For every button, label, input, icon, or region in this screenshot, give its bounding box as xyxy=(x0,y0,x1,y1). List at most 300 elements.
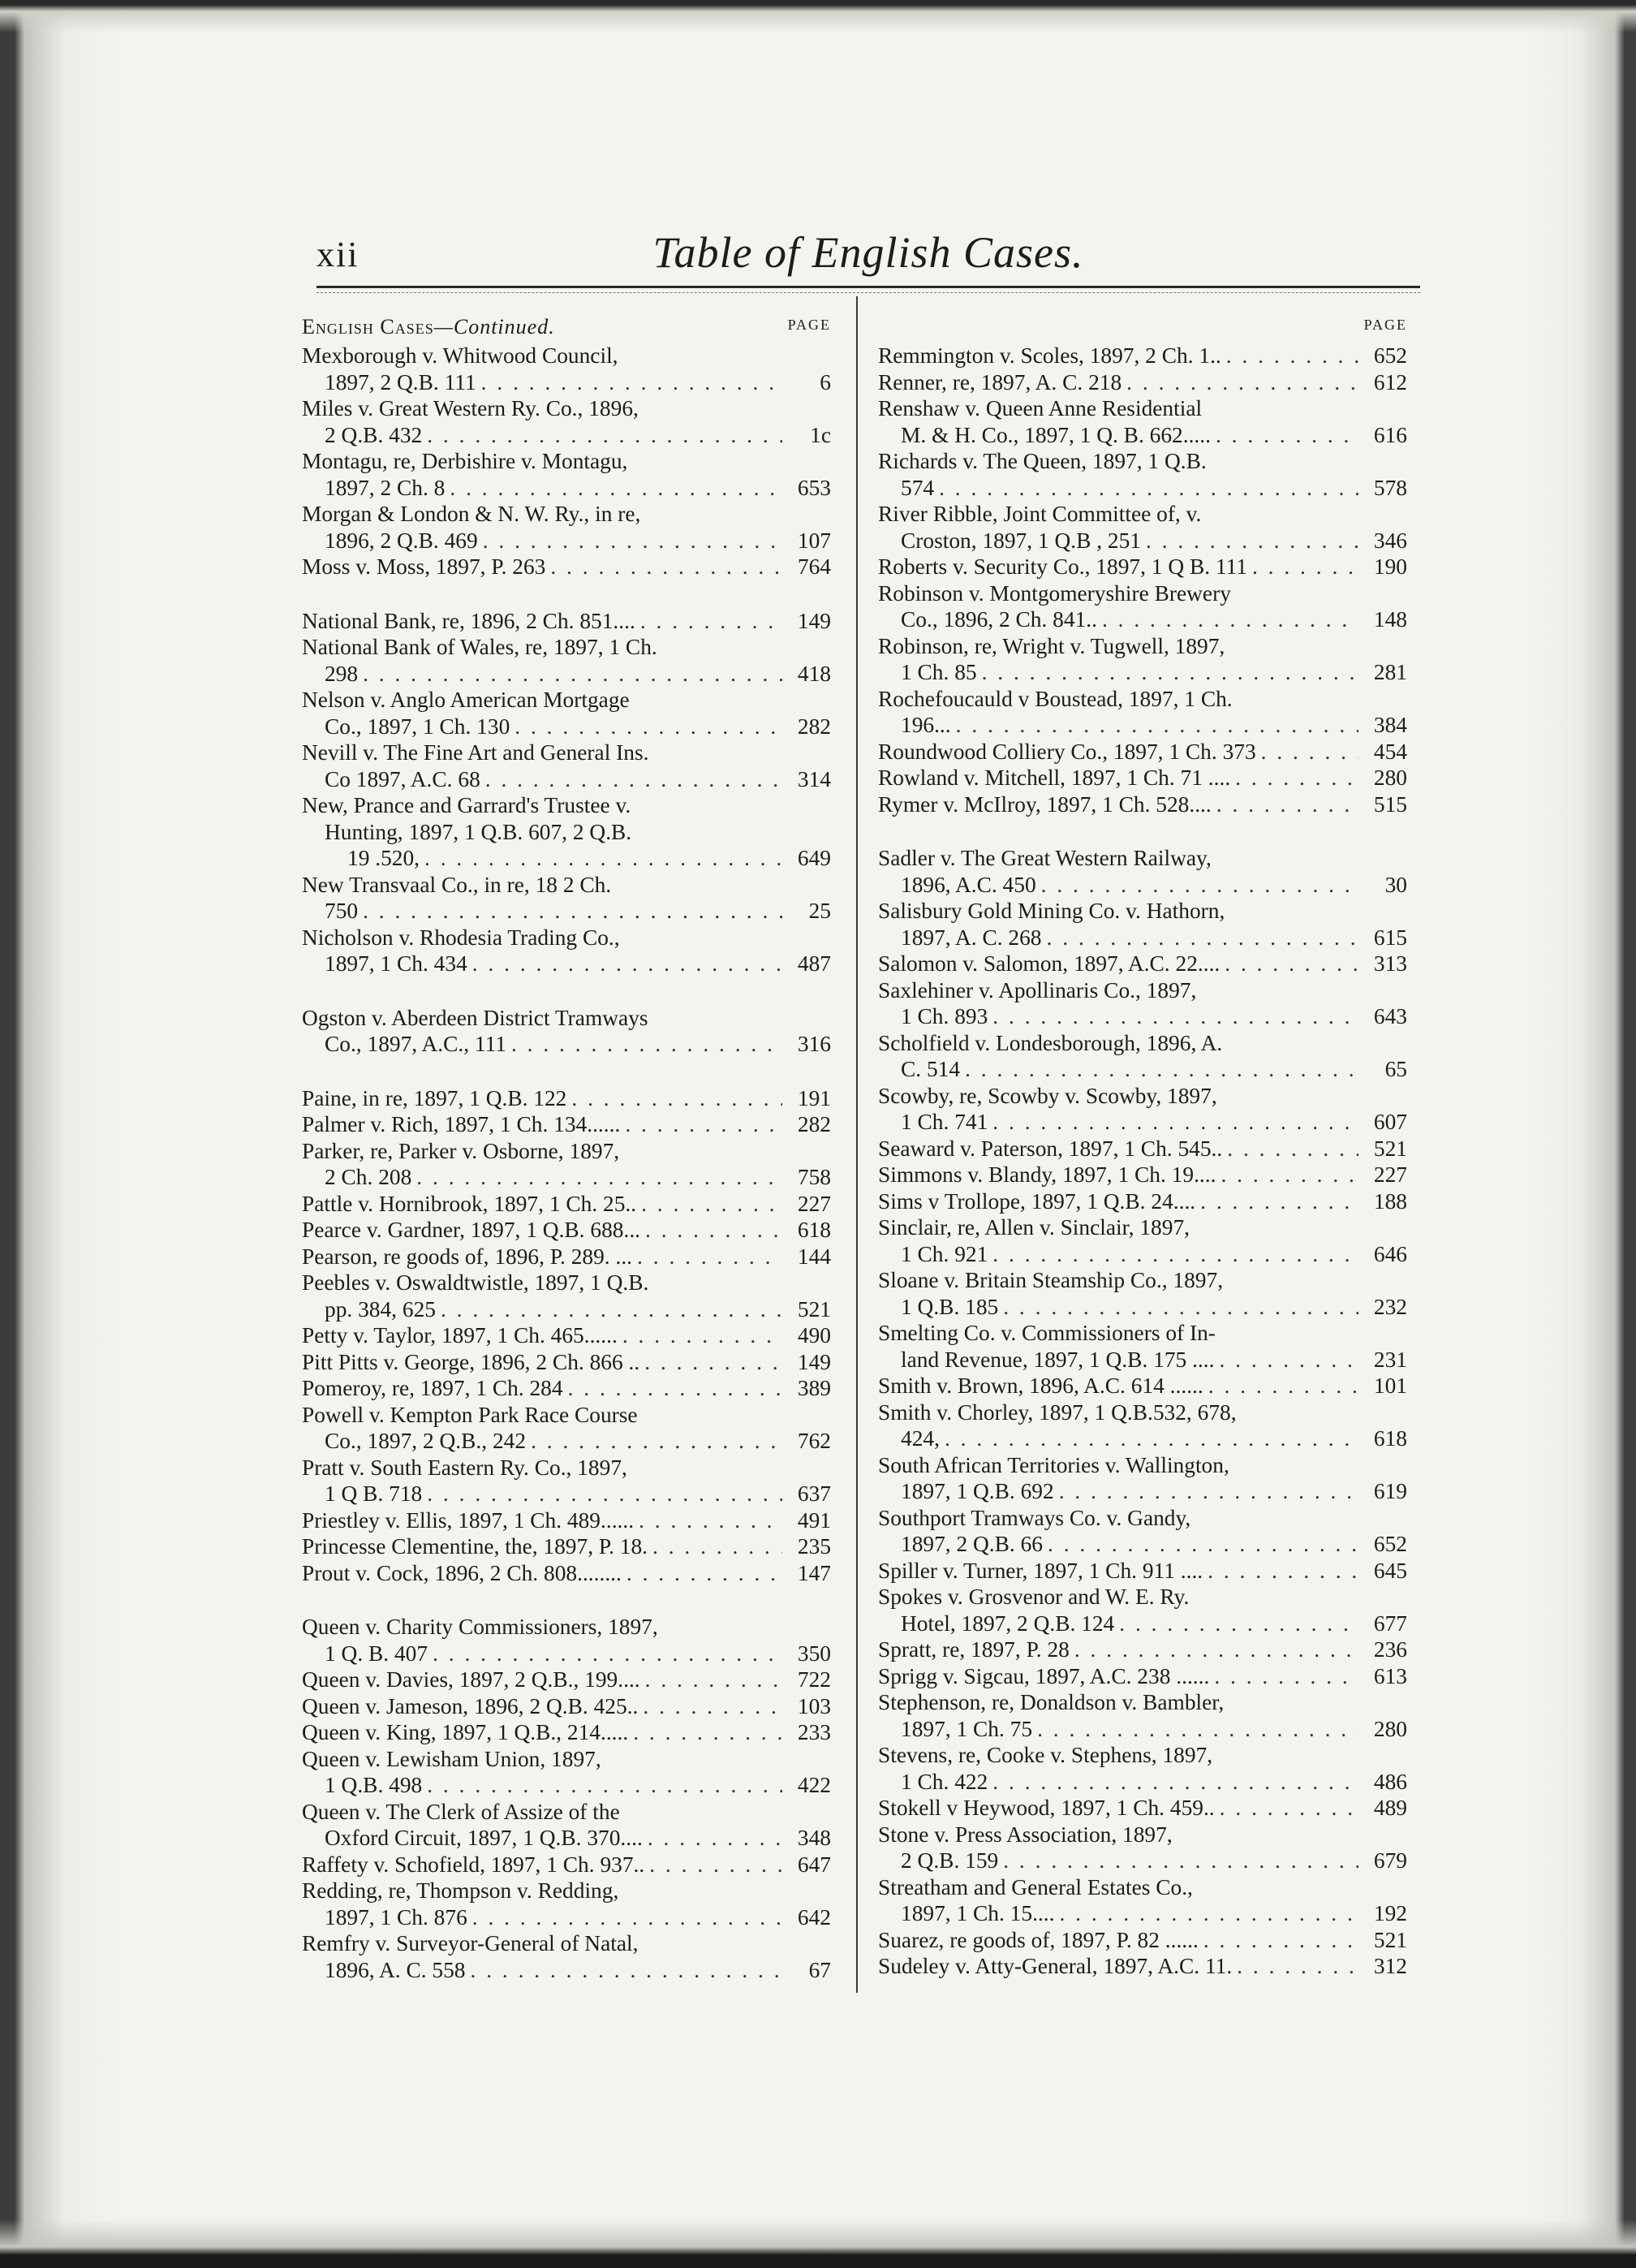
case-page-number: 6 xyxy=(820,369,831,395)
case-entry-line xyxy=(878,1795,1407,1822)
case-entry-line xyxy=(878,1689,1407,1716)
leader-dots xyxy=(644,1349,782,1376)
case-entry-line xyxy=(878,501,1407,528)
case-entry xyxy=(878,1663,1407,1690)
leader-dots xyxy=(1047,925,1359,951)
case-entry-line xyxy=(302,1138,831,1165)
leader-dots xyxy=(1048,1531,1358,1558)
case-page-number: 312 xyxy=(1373,1954,1407,1978)
case-page-number: 236 xyxy=(1373,1637,1407,1662)
case-entry xyxy=(302,1217,831,1244)
case-entry-line xyxy=(302,422,831,449)
case-entry-line xyxy=(878,925,1407,951)
case-entry-line xyxy=(302,819,831,846)
case-page-number: 642 xyxy=(797,1904,831,1930)
case-entry xyxy=(878,1399,1407,1452)
leader-dots xyxy=(472,1904,782,1931)
case-entry-line xyxy=(302,1641,831,1667)
leader-dots xyxy=(1208,1558,1358,1585)
case-citation-text: Spokes v. Grosvenor and W. E. Ry. xyxy=(878,1585,1190,1609)
leader-dots xyxy=(633,1719,782,1746)
case-page-number: 486 xyxy=(1373,1769,1407,1794)
case-entry-line xyxy=(878,1900,1407,1927)
leader-dots xyxy=(472,951,782,977)
leader-dots xyxy=(1146,528,1358,554)
case-citation-text: Renshaw v. Queen Anne Residential xyxy=(878,396,1203,420)
case-citation-text: M. & H. Co., 1897, 1 Q. B. 662..... xyxy=(901,422,1211,447)
page-column-label: PAGE xyxy=(1363,317,1407,333)
case-page-number: 643 xyxy=(1373,1004,1407,1028)
case-page-number: 148 xyxy=(1373,607,1407,632)
case-citation-text: Hunting, 1897, 1 Q.B. 607, 2 Q.B. xyxy=(325,819,632,844)
case-entry-line xyxy=(302,951,831,977)
leader-dots xyxy=(982,659,1358,686)
case-entry-line xyxy=(302,1667,831,1693)
case-citation-text: Pratt v. South Eastern Ry. Co., 1897, xyxy=(302,1455,627,1480)
case-entry xyxy=(302,501,831,554)
case-entry xyxy=(302,448,831,501)
case-entry xyxy=(302,1005,831,1058)
scan-edge-left xyxy=(0,0,122,2268)
case-citation-text: Smelting Co. v. Commissioners of In- xyxy=(878,1321,1216,1345)
case-page-number: 489 xyxy=(1373,1796,1407,1820)
case-citation-text: Smith v. Chorley, 1897, 1 Q.B.532, 678, xyxy=(878,1399,1237,1425)
case-entry-line xyxy=(878,1241,1407,1268)
case-citation-text: 574 xyxy=(901,475,935,500)
case-entry-line xyxy=(302,1085,831,1112)
case-page-number: 1c xyxy=(810,422,831,447)
case-citation-text: Co., 1897, 2 Q.B., 242 xyxy=(325,1429,527,1453)
case-entry-line xyxy=(302,766,831,793)
case-entry-line xyxy=(302,792,831,819)
case-page-number: 613 xyxy=(1373,1663,1407,1688)
case-page-number: 227 xyxy=(1373,1162,1407,1187)
case-entry-line xyxy=(302,1825,831,1852)
case-page-number: 612 xyxy=(1373,369,1407,395)
case-entry-line xyxy=(302,1217,831,1244)
case-entry xyxy=(302,1533,831,1560)
case-entry-line xyxy=(302,475,831,502)
case-citation-text: Scholfield v. Londesborough, 1896, A. xyxy=(878,1030,1223,1055)
case-entry-line xyxy=(878,872,1407,899)
case-citation-text: Scowby, re, Scowby v. Scowby, 1897, xyxy=(878,1083,1217,1108)
case-entry-line xyxy=(878,1769,1407,1796)
case-entry xyxy=(878,501,1407,554)
case-citation-text: Stevens, re, Cooke v. Stephens, 1897, xyxy=(878,1743,1213,1767)
case-entry xyxy=(878,1874,1407,1927)
case-entry xyxy=(878,1267,1407,1320)
case-page-number: 30 xyxy=(1384,872,1407,897)
case-entry xyxy=(878,1320,1407,1373)
page-title: Table of English Cases. xyxy=(652,228,1084,277)
case-citation-text: Suarez, re goods of, 1897, P. 82 ...... xyxy=(878,1927,1199,1952)
case-entry-line xyxy=(878,1056,1407,1083)
case-citation-text: Mexborough v. Whitwood Council, xyxy=(302,343,618,368)
case-entry xyxy=(878,1373,1407,1399)
case-page-number: 653 xyxy=(797,475,831,500)
leader-dots xyxy=(1208,1373,1358,1399)
case-entry xyxy=(302,687,831,739)
leader-dots xyxy=(992,1109,1358,1136)
case-citation-text: River Ribble, Joint Committee of, v. xyxy=(878,502,1202,526)
case-entry-line xyxy=(878,633,1407,660)
case-citation-text: Co 1897, A.C. 68 xyxy=(325,766,480,791)
case-citation-text: land Revenue, 1897, 1 Q.B. 175 .... xyxy=(901,1347,1215,1372)
case-entry xyxy=(878,1214,1407,1267)
case-entry-line xyxy=(302,634,831,661)
header-rule xyxy=(316,286,1420,288)
case-citation-text: Pitt Pitts v. George, 1896, 2 Ch. 866 .. xyxy=(302,1349,640,1374)
case-citation-text: Remmington v. Scoles, 1897, 2 Ch. 1.. xyxy=(878,343,1221,368)
case-citation-text: 1897, 1 Ch. 15.... xyxy=(901,1901,1055,1925)
case-citation-text: 1 Ch. 741 xyxy=(901,1110,988,1134)
leader-dots xyxy=(363,661,782,688)
case-entry-line xyxy=(878,343,1407,369)
case-entry-line xyxy=(878,1610,1407,1637)
leader-dots xyxy=(1216,422,1358,449)
case-entry xyxy=(878,448,1407,501)
case-entry xyxy=(878,343,1407,369)
case-page-number: 389 xyxy=(797,1376,831,1400)
case-entry-line xyxy=(302,1244,831,1270)
case-citation-text: 2 Ch. 208 xyxy=(325,1165,412,1189)
case-citation-text: Rymer v. McIlroy, 1897, 1 Ch. 528.... xyxy=(878,791,1212,817)
case-entry-line xyxy=(878,1294,1407,1321)
case-entry-line xyxy=(302,1270,831,1296)
case-page-number: 346 xyxy=(1373,528,1407,553)
case-page-number: 232 xyxy=(1373,1294,1407,1319)
left-column-heading xyxy=(302,315,831,339)
leader-dots xyxy=(427,1481,782,1507)
case-citation-text: Renner, re, 1897, A. C. 218 xyxy=(878,369,1122,395)
leader-dots xyxy=(433,1641,782,1667)
case-entry-line xyxy=(302,343,831,369)
case-entry-line xyxy=(878,898,1407,925)
case-citation-text: Spiller v. Turner, 1897, 1 Ch. 911 .... xyxy=(878,1558,1203,1583)
case-citation-text: pp. 384, 625 xyxy=(325,1296,436,1322)
case-entry-line xyxy=(878,1742,1407,1769)
case-entry-line xyxy=(302,1428,831,1455)
case-page-number: 521 xyxy=(1373,1927,1407,1952)
case-citation-text: Redding, re, Thompson v. Redding, xyxy=(302,1878,619,1903)
leader-dots xyxy=(1216,791,1358,818)
case-entry-line xyxy=(302,1799,831,1826)
leader-dots xyxy=(992,1769,1358,1796)
column-divider xyxy=(856,296,858,1993)
case-entry xyxy=(302,1507,831,1534)
case-page-number: 454 xyxy=(1373,739,1407,764)
case-citation-text: Salisbury Gold Mining Co. v. Hathorn, xyxy=(878,899,1225,923)
case-entry-line xyxy=(878,1399,1407,1426)
case-page-number: 101 xyxy=(1373,1373,1407,1398)
case-entry-line xyxy=(878,1663,1407,1690)
case-entry-line xyxy=(302,1614,831,1641)
case-entry-line xyxy=(878,1162,1407,1188)
leader-dots xyxy=(1203,1927,1358,1954)
leader-dots xyxy=(1226,343,1358,369)
case-entry-line xyxy=(302,1164,831,1191)
case-citation-text: Co., 1897, 1 Ch. 130 xyxy=(325,714,510,739)
case-citation-text: Roundwood Colliery Co., 1897, 1 Ch. 373 xyxy=(878,739,1256,764)
case-entry xyxy=(302,608,831,635)
case-entry-line xyxy=(878,1347,1407,1373)
scan-edge-top xyxy=(0,0,1636,32)
case-citation-text: Spratt, re, 1897, P. 28 xyxy=(878,1637,1070,1662)
case-citation-text: Nevill v. The Fine Art and General Ins. xyxy=(302,740,649,765)
case-citation-text: 1897, 2 Q.B. 66 xyxy=(901,1532,1044,1556)
case-page-number: 491 xyxy=(797,1507,831,1533)
case-page-number: 418 xyxy=(797,661,831,686)
case-entry-line xyxy=(302,1957,831,1984)
leader-dots xyxy=(550,554,782,580)
case-page-number: 618 xyxy=(797,1218,831,1242)
case-page-number: 646 xyxy=(1373,1241,1407,1266)
case-citation-text: Nicholson v. Rhodesia Trading Co., xyxy=(302,925,620,950)
case-entry xyxy=(302,1111,831,1138)
case-entry xyxy=(878,1505,1407,1558)
case-citation-text: 1897, 1 Ch. 434 xyxy=(325,951,467,976)
header-rule-secondary xyxy=(316,292,1420,293)
case-page-number: 191 xyxy=(797,1085,831,1110)
case-page-number: 103 xyxy=(797,1693,831,1718)
case-entry-line xyxy=(878,739,1407,765)
leader-dots xyxy=(427,422,782,449)
leader-dots xyxy=(640,608,782,635)
case-entry xyxy=(302,1693,831,1720)
case-citation-text: Seaward v. Paterson, 1897, 1 Ch. 545.. xyxy=(878,1136,1223,1161)
case-page-number: 314 xyxy=(797,766,831,791)
leader-dots xyxy=(1059,1900,1358,1927)
column-heading-suffix: —Continued. xyxy=(433,315,555,338)
leader-dots xyxy=(626,1560,782,1587)
case-entry-line xyxy=(878,1505,1407,1532)
case-entry-line xyxy=(878,977,1407,1004)
group-gap xyxy=(302,1586,831,1614)
case-entry xyxy=(302,1349,831,1376)
case-citation-text: National Bank, re, 1896, 2 Ch. 851.... xyxy=(302,608,635,633)
case-entry-line xyxy=(878,1927,1407,1954)
case-citation-text: 1897, 1 Ch. 75 xyxy=(901,1716,1033,1741)
case-citation-text: Miles v. Great Western Ry. Co., 1896, xyxy=(302,396,639,420)
case-page-number: 619 xyxy=(1373,1479,1407,1503)
leader-dots xyxy=(1227,1136,1358,1162)
case-citation-text: Parker, re, Parker v. Osborne, 1897, xyxy=(302,1138,620,1163)
case-entry-line xyxy=(878,951,1407,977)
leader-dots xyxy=(363,898,782,925)
case-entry-line xyxy=(878,791,1407,818)
leader-dots xyxy=(1200,1188,1358,1215)
case-citation-text: Morgan & London & N. W. Ry., in re, xyxy=(302,502,641,526)
case-entry-line xyxy=(302,1481,831,1507)
case-page-number: 235 xyxy=(797,1534,831,1559)
case-entry-line xyxy=(302,448,831,475)
case-entry-line xyxy=(302,687,831,714)
case-entry-line xyxy=(302,1111,831,1138)
case-citation-text: 1 Q B. 718 xyxy=(325,1481,423,1506)
page-header xyxy=(316,227,1420,292)
case-entry-line xyxy=(878,659,1407,686)
case-page-number: 25 xyxy=(808,899,831,923)
case-page-number: 515 xyxy=(1373,791,1407,817)
case-entry-line xyxy=(302,845,831,872)
case-citation-text: C. 514 xyxy=(901,1057,961,1081)
page-number: xii xyxy=(316,235,359,274)
case-entry-line xyxy=(302,608,831,635)
case-entry xyxy=(878,1795,1407,1822)
leader-dots xyxy=(643,1693,782,1720)
case-entry xyxy=(878,1636,1407,1663)
case-citation-text: Ogston v. Aberdeen District Tramways xyxy=(302,1005,648,1030)
case-citation-text: Stephenson, re, Donaldson v. Bambler, xyxy=(878,1690,1225,1714)
case-page-number: 282 xyxy=(797,714,831,739)
case-entry-line xyxy=(302,1560,831,1587)
scan-edge-bottom xyxy=(0,2219,1636,2268)
case-entry-line xyxy=(878,1373,1407,1399)
case-entry-line xyxy=(878,1636,1407,1663)
case-page-number: 652 xyxy=(1373,343,1407,368)
case-page-number: 233 xyxy=(797,1720,831,1744)
case-entry xyxy=(878,1452,1407,1505)
case-entry-line xyxy=(878,422,1407,449)
case-page-number: 282 xyxy=(797,1112,831,1136)
case-page-number: 188 xyxy=(1373,1188,1407,1214)
case-citation-text: Prout v. Cock, 1896, 2 Ch. 808........ xyxy=(302,1560,622,1585)
case-entry xyxy=(302,739,831,792)
case-entry-line xyxy=(878,606,1407,633)
case-citation-text: Sims v Trollope, 1897, 1 Q.B. 24.... xyxy=(878,1188,1196,1214)
leader-dots xyxy=(956,712,1358,739)
leader-dots xyxy=(1219,1347,1358,1373)
case-page-number: 144 xyxy=(797,1244,831,1269)
case-citation-text: 1896, A. C. 558 xyxy=(325,1957,466,1982)
case-citation-text: 1 Ch. 422 xyxy=(901,1769,988,1794)
case-entry-line xyxy=(302,1772,831,1799)
case-citation-text: Raffety v. Schofield, 1897, 1 Ch. 937.. xyxy=(302,1852,645,1877)
right-column xyxy=(878,315,1407,1980)
leader-dots xyxy=(481,369,782,396)
case-citation-text: Salomon v. Salomon, 1897, A.C. 22.... xyxy=(878,951,1221,976)
leader-dots xyxy=(1074,1636,1358,1663)
case-page-number: 578 xyxy=(1373,475,1407,500)
case-entry-line xyxy=(302,1507,831,1534)
case-citation-text: Queen v. Jameson, 1896, 2 Q.B. 425.. xyxy=(302,1693,639,1718)
case-page-number: 280 xyxy=(1373,765,1407,790)
case-entry-line xyxy=(878,1452,1407,1479)
leader-dots xyxy=(625,1111,782,1138)
case-entry-line xyxy=(302,1296,831,1323)
case-citation-text: New Transvaal Co., in re, 18 2 Ch. xyxy=(302,872,612,897)
case-page-number: 615 xyxy=(1373,925,1407,950)
case-citation-text: Sinclair, re, Allen v. Sinclair, 1897, xyxy=(878,1215,1190,1240)
case-citation-text: Queen v. Charity Commissioners, 1897, xyxy=(302,1615,658,1639)
case-citation-text: 1897, A. C. 268 xyxy=(901,925,1042,950)
case-citation-text: New, Prance and Garrard's Trustee v. xyxy=(302,793,631,817)
leader-dots xyxy=(1261,739,1358,765)
case-citation-text: Pomeroy, re, 1897, 1 Ch. 284 xyxy=(302,1376,563,1400)
case-citation-text: Robinson, re, Wright v. Tugwell, 1897, xyxy=(878,633,1225,658)
case-page-number: 647 xyxy=(797,1852,831,1877)
case-citation-text: 1896, A.C. 450 xyxy=(901,872,1036,897)
leader-dots xyxy=(1235,765,1358,791)
case-entry-line xyxy=(878,765,1407,791)
right-column-heading xyxy=(878,315,1407,339)
leader-dots xyxy=(1252,554,1358,580)
right-entries xyxy=(878,343,1407,1980)
leader-dots xyxy=(483,528,782,554)
case-page-number: 190 xyxy=(1373,554,1407,579)
leader-dots xyxy=(511,1031,782,1058)
case-entry xyxy=(302,1719,831,1746)
case-page-number: 645 xyxy=(1373,1558,1407,1583)
case-entry-line xyxy=(302,554,831,580)
case-entry-line xyxy=(302,898,831,925)
case-citation-text: South African Territories v. Wallington, xyxy=(878,1452,1229,1477)
case-entry-line xyxy=(878,554,1407,580)
case-citation-text: National Bank of Wales, re, 1897, 1 Ch. xyxy=(302,635,657,659)
case-citation-text: 2 Q.B. 432 xyxy=(325,422,423,447)
leader-dots xyxy=(1119,1610,1358,1637)
case-page-number: 521 xyxy=(1373,1136,1407,1161)
leader-dots xyxy=(639,1507,782,1534)
leader-dots xyxy=(622,1322,782,1349)
case-entry-line xyxy=(878,1953,1407,1980)
case-page-number: 607 xyxy=(1373,1110,1407,1134)
case-citation-text: Paine, in re, 1897, 1 Q.B. 122 xyxy=(302,1085,567,1110)
case-entry-line xyxy=(302,1375,831,1402)
leader-dots xyxy=(441,1296,782,1323)
leader-dots xyxy=(1041,872,1358,899)
case-entry xyxy=(878,1083,1407,1136)
case-entry-line xyxy=(302,501,831,528)
case-entry xyxy=(302,1746,831,1799)
case-citation-text: Montagu, re, Derbishire v. Montagu, xyxy=(302,449,628,473)
case-entry xyxy=(302,1270,831,1322)
leader-dots xyxy=(1214,1663,1358,1690)
leader-dots xyxy=(514,714,782,740)
case-entry xyxy=(302,1878,831,1930)
case-entry-line xyxy=(302,1693,831,1720)
case-citation-text: 1 Q.B. 498 xyxy=(325,1773,423,1797)
case-entry xyxy=(302,1614,831,1667)
case-citation-text: Queen v. Lewisham Union, 1897, xyxy=(302,1746,601,1771)
case-page-number: 487 xyxy=(797,951,831,976)
case-entry-line xyxy=(878,1874,1407,1901)
case-entry-line xyxy=(302,1402,831,1429)
case-entry xyxy=(878,369,1407,396)
leader-dots xyxy=(1003,1848,1358,1874)
case-entry xyxy=(302,1402,831,1455)
case-page-number: 758 xyxy=(797,1165,831,1189)
case-entry-line xyxy=(878,448,1407,475)
group-gap xyxy=(878,817,1407,845)
case-citation-text: 424, xyxy=(901,1426,940,1451)
case-entry-line xyxy=(878,580,1407,607)
leader-dots xyxy=(645,1667,782,1693)
case-citation-text: Richards v. The Queen, 1897, 1 Q.B. xyxy=(878,449,1207,473)
case-entry-line xyxy=(878,1716,1407,1743)
leader-dots xyxy=(939,475,1358,502)
case-entry-line xyxy=(878,1136,1407,1162)
case-entry-line xyxy=(878,845,1407,872)
scan-edge-right xyxy=(1531,0,1636,2268)
case-entry xyxy=(302,1799,831,1852)
case-entry-line xyxy=(878,1478,1407,1505)
case-citation-text: 1896, 2 Q.B. 469 xyxy=(325,528,478,553)
case-page-number: 384 xyxy=(1373,713,1407,737)
leader-dots xyxy=(945,1425,1358,1452)
case-entry-line xyxy=(302,714,831,740)
case-entry xyxy=(878,977,1407,1030)
